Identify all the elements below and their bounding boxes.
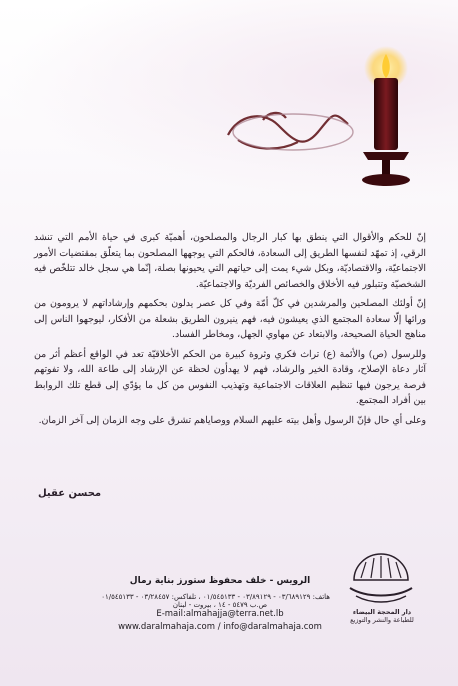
publisher-subtitle: للطباعة والنشر والتوزيع [350,616,414,624]
publisher-email: E-mail:almahajja@terra.net.lb [156,609,284,619]
candle-holder [363,152,409,160]
paragraph: وللرسول (ص) والأئمة (ع) تراث فكري وثروة كبيرة من الحكم الأخلاقيّة تعد في الواقع أعظم أثر من آثار دعاة الإصلاح، وقادة الخير والرشاد، فهم لا يهدأون لحظة عن الإرشاد إلى طاعة الله، ولا تفوتهم فرصة يرجون فيها تنظيم العلاقات الاجتماعية وتهذيب النفوس من كل ما يؤدّي إلى قطع تلك الروابط بين أفراد المجتمع. [34,348,426,406]
paragraph: إنّ أولئك المصلحين والمرشدين في كلّ أمّة وفي كل عصر يدلون بحكمهم وإرشاداتهم لا يرومون من ورائها إلّا سعادة المجتمع الذي يعيشون فيه، فهم ينيرون الطريق بشعلة من الأفكار، ليوجهوا الناس إلى مناهج الحياة الصحيحة، والابتعاد عن مهاوي الجهل، ومخاطر الفساد. [34,298,426,340]
calligraphy-ornament [228,113,353,150]
publisher-address: الرويس - خلف محفوظ ستورز بناية رمال [129,576,311,586]
body-text [34,230,426,432]
publisher-contact-block [101,576,330,632]
publisher-website: www.daralmahaja.com / info@daralmahaja.com [118,622,322,632]
author-signature: محسن عقيل [38,488,102,499]
paragraph: وعلى أي حال فإنّ الرسول وأهل بيته عليهم السلام ووصاياهم تشرق على وجه الزمان إلى آخر الزمان. [38,414,426,426]
publisher-pobox: ص.ب ٥٤٧٩ - ١٤ ، بيروت - لبنان [172,601,268,609]
paragraph: إنّ للحكم والأقوال التي ينطق بها كبار الرجال والمصلحون، أهميّة كبرى في حياة الأمم التي تنشد الرقي، إذ تمهّد لنفسها الطريق إلى السعادة، فالحكم التي يوجهها المصلحون بما يتعلّق بمقتضيات الأمور الاجتماعيّة، والاقتصاديّة، وبكل شيء يمت إلى حياتهم التي يحيونها بصلة، إنّما هي سجل خالد تتلخّص فيه الشخصيّة وتتبلور فيه الأخلاق والخصائص الفرديّة والاجتماعيّة. [34,232,426,290]
publisher-phone: هاتف: ٠٣/٦٨٩١٢٩ - ٠٣/٨٩١٢٩ - ٠١/٥٤٥١٣٣ ، تلفاكس: ٠٣/٢٨٤٥٧ - ٠١/٥٤٥١٣٣ [101,593,330,601]
publisher-name: دار المحجة البيضاء [352,608,412,616]
publisher-name-block [340,608,424,624]
candle-icon [374,78,398,150]
candle-and-calligraphy-illustration [208,40,428,190]
